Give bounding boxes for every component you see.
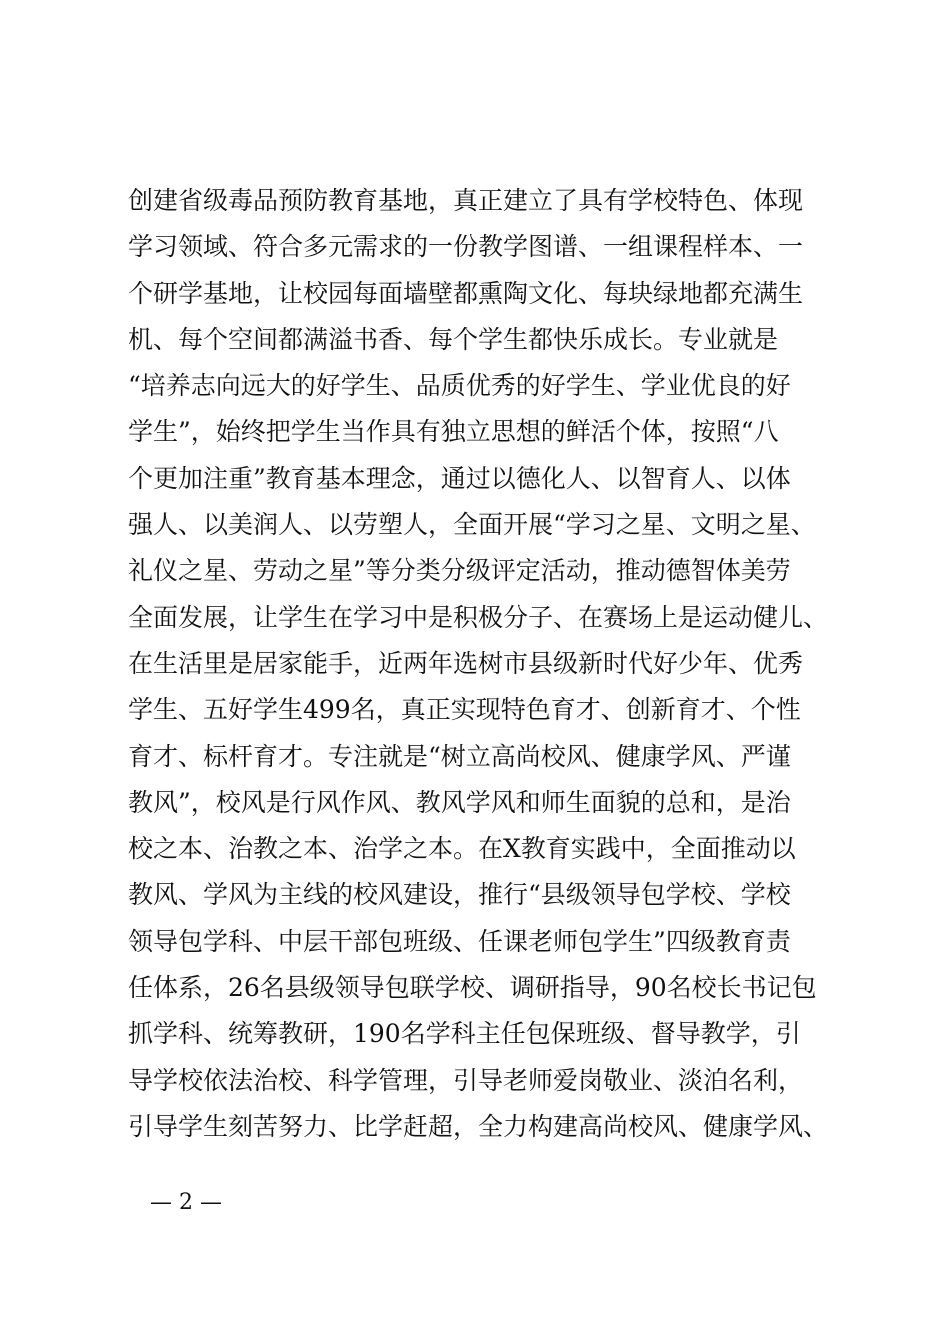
text-line: 引导学生刻苦努力、比学赶超，全力构建高尚校风、健康学风、: [128, 1111, 829, 1141]
text-line: 学习领域、符合多元需求的一份教学图谱、一组课程样本、一: [128, 232, 804, 262]
text-line: 育才、标杆育才。专注就是“树立高尚校风、健康学风、严谨: [128, 741, 791, 771]
text-line: 学生”，始终把学生当作具有独立思想的鲜活个体，按照“八: [128, 417, 779, 447]
text-line: 个更加注重”教育基本理念，通过以德化人、以智育人、以体: [128, 463, 791, 493]
text-line: 领导包学科、中层干部包班级、任课老师包学生”四级教育责: [128, 926, 791, 956]
text-line: 全面发展，让学生在学习中是积极分子、在赛场上是运动健儿、: [128, 602, 829, 632]
text-line: 强人、以美润人、以劳塑人，全面开展“学习之星、文明之星、: [128, 510, 816, 540]
text-line: 导学校依法治校、科学管理，引导老师爱岗敬业、淡泊名利，: [128, 1065, 804, 1095]
text-line: 个研学基地，让校园每面墙壁都熏陶文化、每块绿地都充满生: [128, 278, 804, 308]
text-line: “培养志向远大的好学生、品质优秀的好学生、学业优良的好: [128, 371, 791, 401]
text-line: 校之本、治教之本、治学之本。在X教育实践中，全面推动以: [128, 834, 796, 864]
text-line: 学生、五好学生499名，真正实现特色育才、创新育才、个性: [128, 695, 801, 725]
text-line: 创建省级毒品预防教育基地，真正建立了具有学校特色、体现: [128, 186, 804, 215]
text-line: 任体系，26名县级领导包联学校、调研指导，90名校长书记包: [128, 973, 817, 1003]
text-line: 机、每个空间都满溢书香、每个学生都快乐成长。专业就是: [128, 324, 779, 354]
body-paragraph: [128, 178, 838, 1150]
page-number: — 2 —: [150, 1190, 222, 1215]
text-line: 教风、学风为主线的校风建设，推行“县级领导包学校、学校: [128, 880, 791, 910]
text-line: 抓学科、统筹教研，190名学科主任包保班级、督导教学，引: [128, 1019, 801, 1049]
text-line: 礼仪之星、劳动之星”等分类分级评定活动，推动德智体美劳: [128, 556, 791, 586]
text-line: 在生活里是居家能手，近两年选树市县级新时代好少年、优秀: [128, 648, 804, 678]
text-line: 教风”，校风是行风作风、教风学风和师生面貌的总和，是治: [128, 787, 791, 817]
